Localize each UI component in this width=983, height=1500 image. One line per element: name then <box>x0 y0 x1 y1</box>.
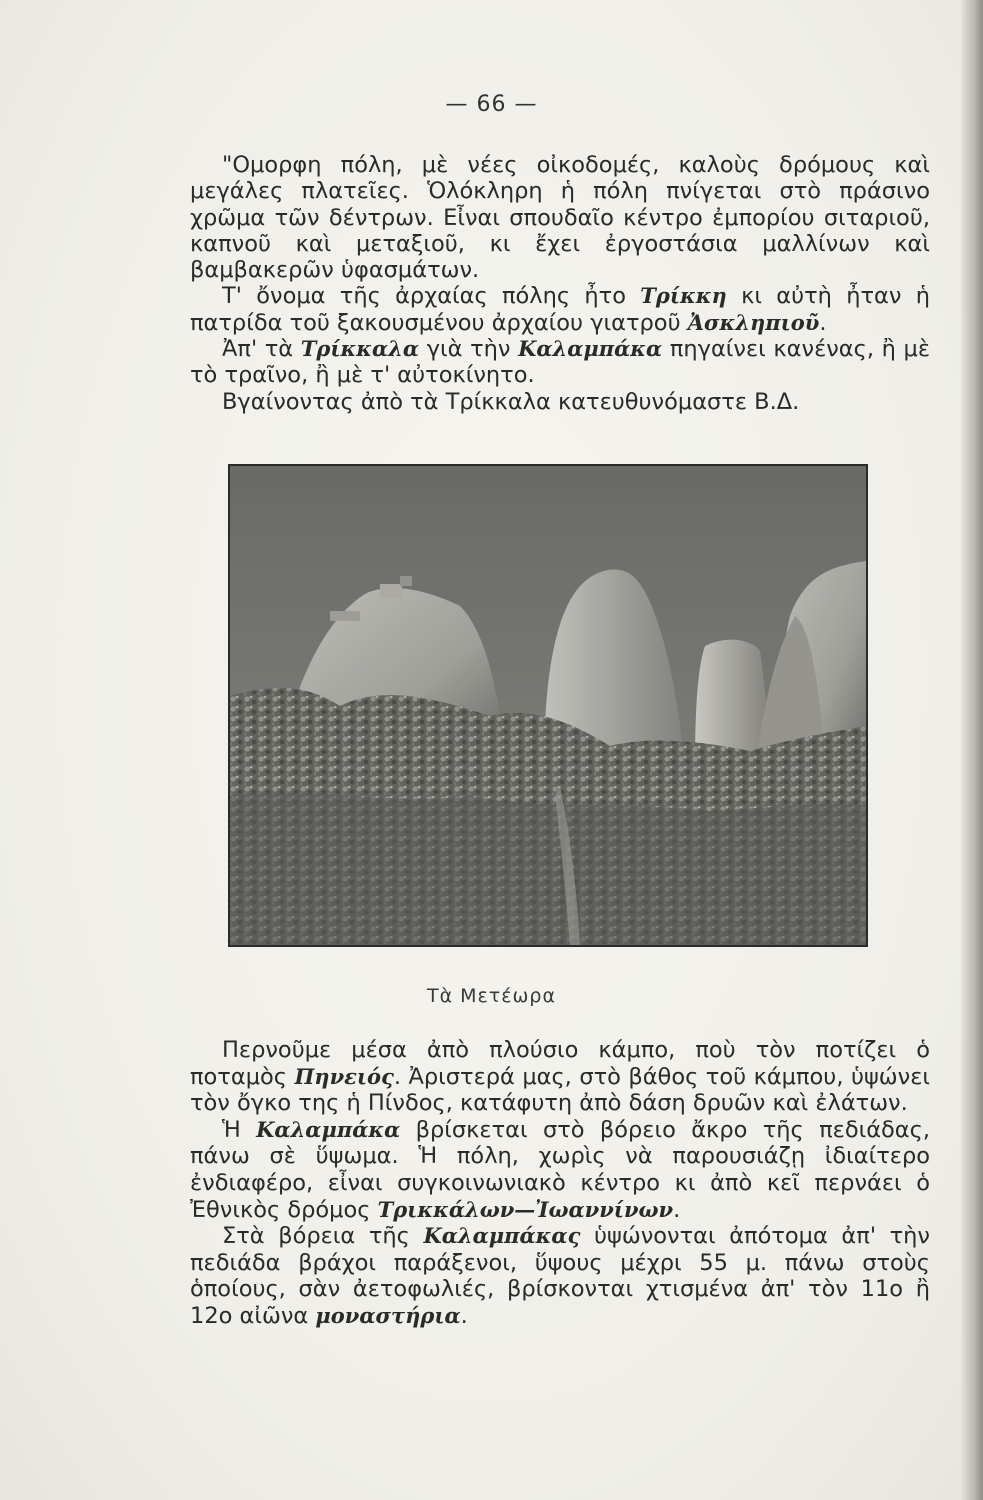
name-kalambakas: Καλαμπάκας <box>423 1223 581 1249</box>
paragraph-kalambaka: Ἡ Καλαμπάκα βρίσκεται στὸ βόρειο ἄκρο τῆς πεδιάδας, πάνω σὲ ὕψωμα. Ἡ πόλη, χωρὶς νὰ παρουσιάζῃ ἰδιαίτερο ἐνδιαφέρο, εἶναι συγκοινωνιακὸ κέντρο κι ἀπὸ κεῖ περνάει ὁ Ἐθνικὸς δρόμος Τρικκάλων—Ἰωαννίνων. <box>190 1116 930 1223</box>
name-monasteries: μοναστήρια <box>315 1302 461 1328</box>
name-trikala: Τρίκκαλα <box>300 336 420 362</box>
name-pineios: Πηνειός <box>294 1063 394 1089</box>
bottom-text-block <box>190 1037 930 1330</box>
paragraph-meteora: Στὰ βόρεια τῆς Καλαμπάκας ὑψώνονται ἀπότομα ἀπ' τὴν πεδιάδα βράχοι παράξενοι, ὕψους μέχρι 55 μ. πάνω στοὺς ὁποίους, σὰν ἀετοφωλιές, βρίσκονται χτισμένα ἀπ' τὸν 11ο ἢ 12ο αἰῶνα μοναστήρια. <box>190 1223 930 1329</box>
page-number: — 66 — <box>445 92 538 117</box>
name-asklepios: Ἀσκληπιοῦ <box>687 309 820 335</box>
paragraph-direction: Βγαίνοντας ἀπὸ τὰ Τρίκκαλα κατευθυνόμαστε Β.Δ. <box>222 388 800 415</box>
top-text-block <box>190 152 930 415</box>
book-spine-shadow <box>961 0 983 1500</box>
paragraph-plain: Περνοῦμε μέσα ἀπὸ πλούσιο κάμπο, ποὺ τὸν ποτίζει ὁ ποταμὸς Πηνειός. Ἀριστερά μας, στὸ βάθος τοῦ κάμπου, ὑψώνει τὸν ὄγκο της ἡ Πίνδος, κατάφυτη ἀπὸ δάση δρυῶν καὶ ἐλάτων. <box>190 1037 930 1117</box>
figure-caption: Τὰ Μετέωρα <box>426 985 557 1007</box>
name-national-road: Τρικκάλων—Ἰωαννίνων <box>377 1196 674 1222</box>
meteora-photograph <box>228 464 868 947</box>
paragraph-route: Ἀπ' τὰ Τρίκκαλα γιὰ τὴν Καλαμπάκα πηγαίνει κανένας, ἢ μὲ τὸ τραῖνο, ἢ μὲ τ' αὐτοκίνητο. <box>190 336 930 389</box>
name-kalambaka-2: Καλαμπάκα <box>256 1116 401 1142</box>
paragraph-ancient-name: Τ' ὄνομα τῆς ἀρχαίας πόλης ἦτο Τρίκκη κι αὐτὴ ἦταν ἡ πατρίδα τοῦ ξακουσμένου ἀρχαίου γιατροῦ Ἀσκληπιοῦ. <box>190 283 931 336</box>
paragraph-city-description: "Ομορφη πόλη, μὲ νέες οἰκοδομές, καλοὺς δρόμους καὶ μεγάλες πλατεῖες. Ὁλόκληρη ἡ πόλη πνίγεται στὸ πράσινο χρῶμα τῶν δέντρων. Εἶναι σπουδαῖο κέντρο ἐμπορίου σιταριοῦ, καπνοῦ καὶ μεταξιοῦ, κι ἔχει ἐργοστάσια μαλλίνων καὶ βαμβακερῶν ὑφασμάτων. <box>190 152 930 284</box>
name-trikki: Τρίκκη <box>640 283 727 309</box>
name-kalambaka: Καλαμπάκα <box>518 336 663 362</box>
